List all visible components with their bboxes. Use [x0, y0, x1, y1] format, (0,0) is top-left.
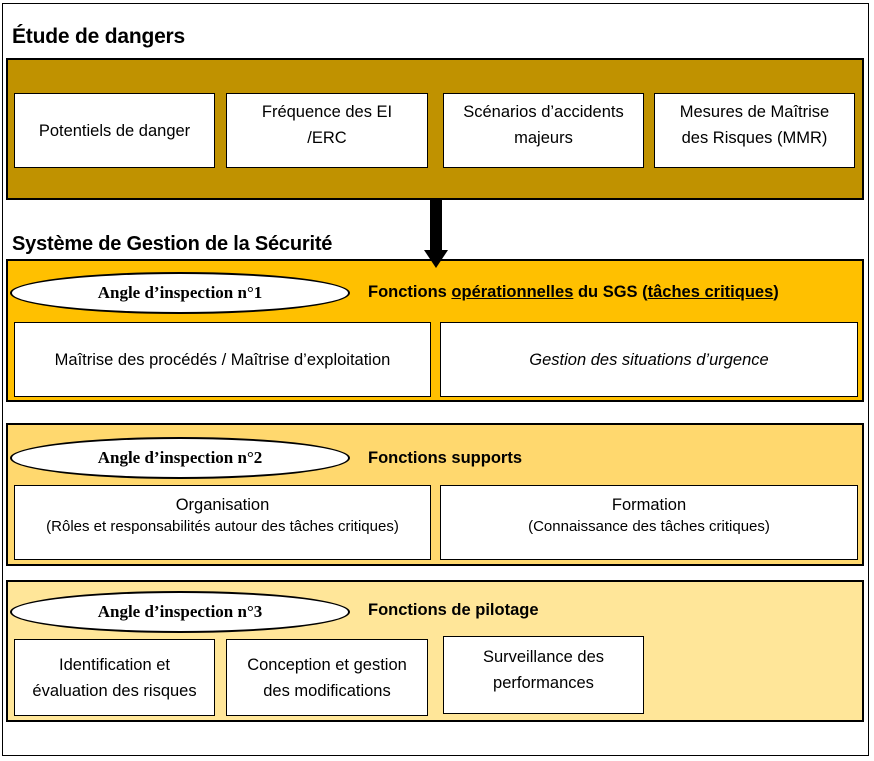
- box-organisation: Organisation (Rôles et responsabilités autour des tâches critiques): [14, 485, 431, 560]
- box-surveillance-performances: Surveillance des performances: [443, 636, 644, 714]
- box-situations-urgence: Gestion des situations d’urgence: [440, 322, 858, 397]
- band1-function-label: Fonctions opérationnelles du SGS (tâches critiques): [368, 283, 779, 301]
- etude-box-potentiels: Potentiels de danger: [14, 93, 215, 168]
- sgs-title: Système de Gestion de la Sécurité: [12, 233, 333, 255]
- box-conception-modifications: Conception et gestion des modifications: [226, 639, 428, 716]
- etude-box-frequence: Fréquence des EI /ERC: [226, 93, 428, 168]
- angle-inspection-2: Angle d’inspection n°2: [10, 437, 350, 479]
- band3-function-label: Fonctions de pilotage: [368, 601, 539, 619]
- box-maitrise-procedes: Maîtrise des procédés / Maîtrise d’exploitation: [14, 322, 431, 397]
- etude-title: Étude de dangers: [12, 25, 186, 48]
- angle-inspection-1: Angle d’inspection n°1: [10, 272, 350, 314]
- angle-inspection-3: Angle d’inspection n°3: [10, 591, 350, 633]
- etude-box-mmr: Mesures de Maîtrise des Risques (MMR): [654, 93, 855, 168]
- box-identification-risques: Identification et évaluation des risques: [14, 639, 215, 716]
- etude-box-scenarios: Scénarios d’accidents majeurs: [443, 93, 644, 168]
- arrow-down-icon: [424, 250, 448, 268]
- box-formation: Formation (Connaissance des tâches critiques): [440, 485, 858, 560]
- band2-function-label: Fonctions supports: [368, 449, 522, 467]
- arrow-stem: [430, 200, 442, 252]
